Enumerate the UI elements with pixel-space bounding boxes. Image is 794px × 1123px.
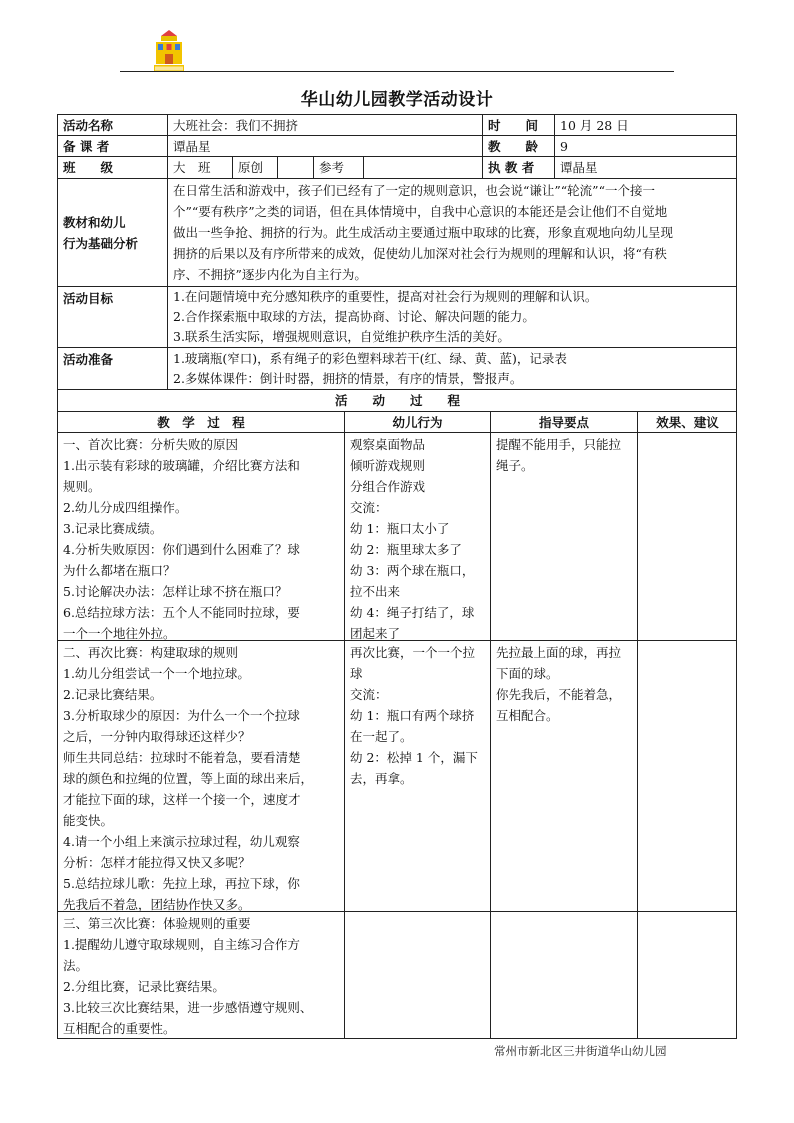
- analysis-line: 在日常生活和游戏中，孩子们已经有了一定的规则意识，也会说“谦让”“轮流”“一个接一: [173, 183, 655, 198]
- analysis-text: [168, 179, 737, 287]
- step1-teaching: [58, 433, 345, 641]
- behavior-line: 交流：: [350, 687, 388, 702]
- step2-effect: [638, 641, 737, 912]
- teaching-age-label: 教 龄: [483, 136, 555, 157]
- activity-name-label: 活动名称: [58, 115, 168, 136]
- teacher-label: 备 课 者: [58, 136, 168, 157]
- step-line: 5.讨论解决办法：怎样让球不挤在瓶口？: [63, 584, 288, 599]
- reference-checkbox: [364, 157, 483, 179]
- behavior-line: 幼 2：松掉 1 个，漏下: [350, 750, 478, 765]
- guidance-line: 绳子。: [496, 458, 534, 473]
- step2-behavior: [345, 641, 491, 912]
- header-rule: [120, 71, 674, 72]
- analysis-line: 序、不拥挤”逐步内化为自主行为。: [173, 267, 367, 282]
- step-line: 3.分析取球少的原因：为什么一个一个拉球: [63, 708, 300, 723]
- step-line: 4.请一个小组上来演示拉球过程，幼儿观察: [63, 834, 300, 849]
- step-line: 3.记录比赛成绩。: [63, 521, 163, 536]
- executor-label: 执 教 者: [483, 157, 555, 179]
- behavior-line: 幼 1：瓶口太小了: [350, 521, 450, 536]
- step3-effect: [638, 912, 737, 1039]
- step3-teaching: [58, 912, 345, 1039]
- goal-item: 3.联系生活实际，增强规则意识，自觉维护秩序生活的美好。: [173, 329, 510, 344]
- goal-item: 2.合作探索瓶中取球的方法，提高协商、讨论、解决问题的能力。: [173, 309, 535, 324]
- step3-guidance: [491, 912, 638, 1039]
- time-value: 10 月 28 日: [555, 115, 737, 136]
- step-line: 才能拉下面的球，这样一个接一个，速度才: [63, 792, 301, 807]
- activity-name-value: 大班社会：我们不拥挤: [168, 115, 483, 136]
- header-guidance-points: 指导要点: [491, 412, 638, 433]
- step-line: 三、第三次比赛：体验规则的重要: [63, 916, 251, 931]
- analysis-line: 拥挤的后果以及有序所带来的成效，促使幼儿加深对社会行为规则的理解和认识，将“有秩: [173, 246, 667, 261]
- step1-behavior: [345, 433, 491, 641]
- step-line: 1.幼儿分组尝试一个一个地拉球。: [63, 666, 250, 681]
- time-label: 时 间: [483, 115, 555, 136]
- process-section-title: 活 动 过 程: [58, 390, 737, 412]
- step-line: 之后，一分钟内取得球还这样少？: [63, 729, 251, 744]
- behavior-line: 倾听游戏规则: [350, 458, 426, 473]
- step-line: 一、首次比赛：分析失败的原因: [63, 437, 239, 452]
- step1-guidance: [491, 433, 638, 641]
- step-line: 规则。: [63, 479, 101, 494]
- footer-school-name: 常州市新北区三井街道华山幼儿园: [494, 1044, 667, 1058]
- goals-label: 活动目标: [58, 287, 168, 348]
- header-child-behavior: 幼儿行为: [345, 412, 491, 433]
- reference-label: 参考: [314, 157, 364, 179]
- class-value: 大 班: [168, 157, 233, 179]
- step-line: 互相配合的重要性。: [63, 1021, 176, 1036]
- behavior-line: 幼 2：瓶里球太多了: [350, 542, 462, 557]
- prep-label: 活动准备: [58, 348, 168, 390]
- behavior-line: 去，再拿。: [350, 771, 413, 786]
- behavior-line: 再次比赛，一个一个拉: [350, 645, 476, 660]
- guidance-line: 先拉最上面的球，再拉: [496, 645, 622, 660]
- behavior-line: 在一起了。: [350, 729, 413, 744]
- behavior-line: 分组合作游戏: [350, 479, 426, 494]
- prep-item: 1.玻璃瓶(窄口)，系有绳子的彩色塑料球若干(红、绿、黄、蓝)，记录表: [173, 351, 567, 366]
- step-line: 2.分组比赛，记录比赛结果。: [63, 979, 225, 994]
- step-line: 1.出示装有彩球的玻璃罐，介绍比赛方法和: [63, 458, 300, 473]
- behavior-line: 拉不出来: [350, 584, 401, 599]
- behavior-line: 球: [350, 666, 363, 681]
- page-title: 华山幼儿园教学活动设计: [300, 90, 494, 110]
- class-label: 班 级: [58, 157, 168, 179]
- analysis-label: [58, 179, 168, 287]
- teaching-age-value: 9: [555, 136, 737, 157]
- behavior-line: 幼 1：瓶口有两个球挤: [350, 708, 475, 723]
- step-line: 师生共同总结：拉球时不能着急，要看清楚: [63, 750, 301, 765]
- step2-teaching: [58, 641, 345, 912]
- original-checkbox: [278, 157, 314, 179]
- guidance-line: 提醒不能用手，只能拉: [496, 437, 622, 452]
- step-line: 二、再次比赛：构建取球的规则: [63, 645, 239, 660]
- step-line: 一个一个地往外拉。: [63, 626, 176, 641]
- analysis-line: 个”“要有秩序”之类的词语，但在具体情境中，自我中心意识的本能还是会让他们不自觉地: [173, 204, 668, 219]
- analysis-line: 做出一些争抢、拥挤的行为。此生成活动主要通过瓶中取球的比赛，形象直观地向幼儿呈现: [173, 225, 674, 240]
- executor-value: 谭晶星: [555, 157, 737, 179]
- kindergarten-logo: [152, 30, 186, 74]
- behavior-line: 幼 3：两个球在瓶口，: [350, 563, 475, 578]
- original-label: 原创: [233, 157, 278, 179]
- step2-guidance: [491, 641, 638, 912]
- analysis-label-line: 行为基础分析: [63, 235, 139, 251]
- step-line: 球的颜色和拉绳的位置，等上面的球出来后，: [63, 771, 314, 786]
- header-effect-suggestion: 效果、建议: [638, 412, 737, 433]
- prep-item: 2.多媒体课件：倒计时器，拥挤的情景，有序的情景，警报声。: [173, 371, 523, 386]
- analysis-label-line: 教材和幼儿: [63, 214, 126, 230]
- step3-behavior: [345, 912, 491, 1039]
- guidance-line: 你先我后，不能着急，: [496, 687, 622, 702]
- goals-list: [168, 287, 737, 348]
- behavior-line: 观察桌面物品: [350, 437, 426, 452]
- step-line: 6.总结拉球方法：五个人不能同时拉球，要: [63, 605, 300, 620]
- step-line: 2.幼儿分成四组操作。: [63, 500, 188, 515]
- goal-item: 1.在问题情境中充分感知秩序的重要性，提高对社会行为规则的理解和认识。: [173, 289, 598, 304]
- step-line: 5.总结拉球儿歌：先拉上球，再拉下球，你: [63, 876, 300, 891]
- step-line: 4.分析失败原因：你们遇到什么困难了？球: [63, 542, 300, 557]
- guidance-line: 互相配合。: [496, 708, 559, 723]
- step-line: 为什么都堵在瓶口？: [63, 563, 176, 578]
- behavior-line: 交流：: [350, 500, 388, 515]
- behavior-line: 团起来了: [350, 626, 401, 641]
- header-teaching-process: 教 学 过 程: [58, 412, 345, 433]
- activity-design-table: [57, 114, 737, 1039]
- step1-effect: [638, 433, 737, 641]
- step-line: 能变快。: [63, 813, 114, 828]
- step-line: 3.比较三次比赛结果，进一步感悟遵守规则、: [63, 1000, 313, 1015]
- prep-list: [168, 348, 737, 390]
- step-line: 1.提醒幼儿遵守取球规则，自主练习合作方: [63, 937, 300, 952]
- step-line: 2.记录比赛结果。: [63, 687, 163, 702]
- step-line: 法。: [63, 958, 89, 973]
- behavior-line: 幼 4：绳子打结了，球: [350, 605, 475, 620]
- teacher-value: 谭晶星: [168, 136, 483, 157]
- guidance-line: 下面的球。: [496, 666, 559, 681]
- step-line: 分析：怎样才能拉得又快又多呢？: [63, 855, 251, 870]
- step-line: 先我后不着急，团结协作快又多。: [63, 897, 251, 912]
